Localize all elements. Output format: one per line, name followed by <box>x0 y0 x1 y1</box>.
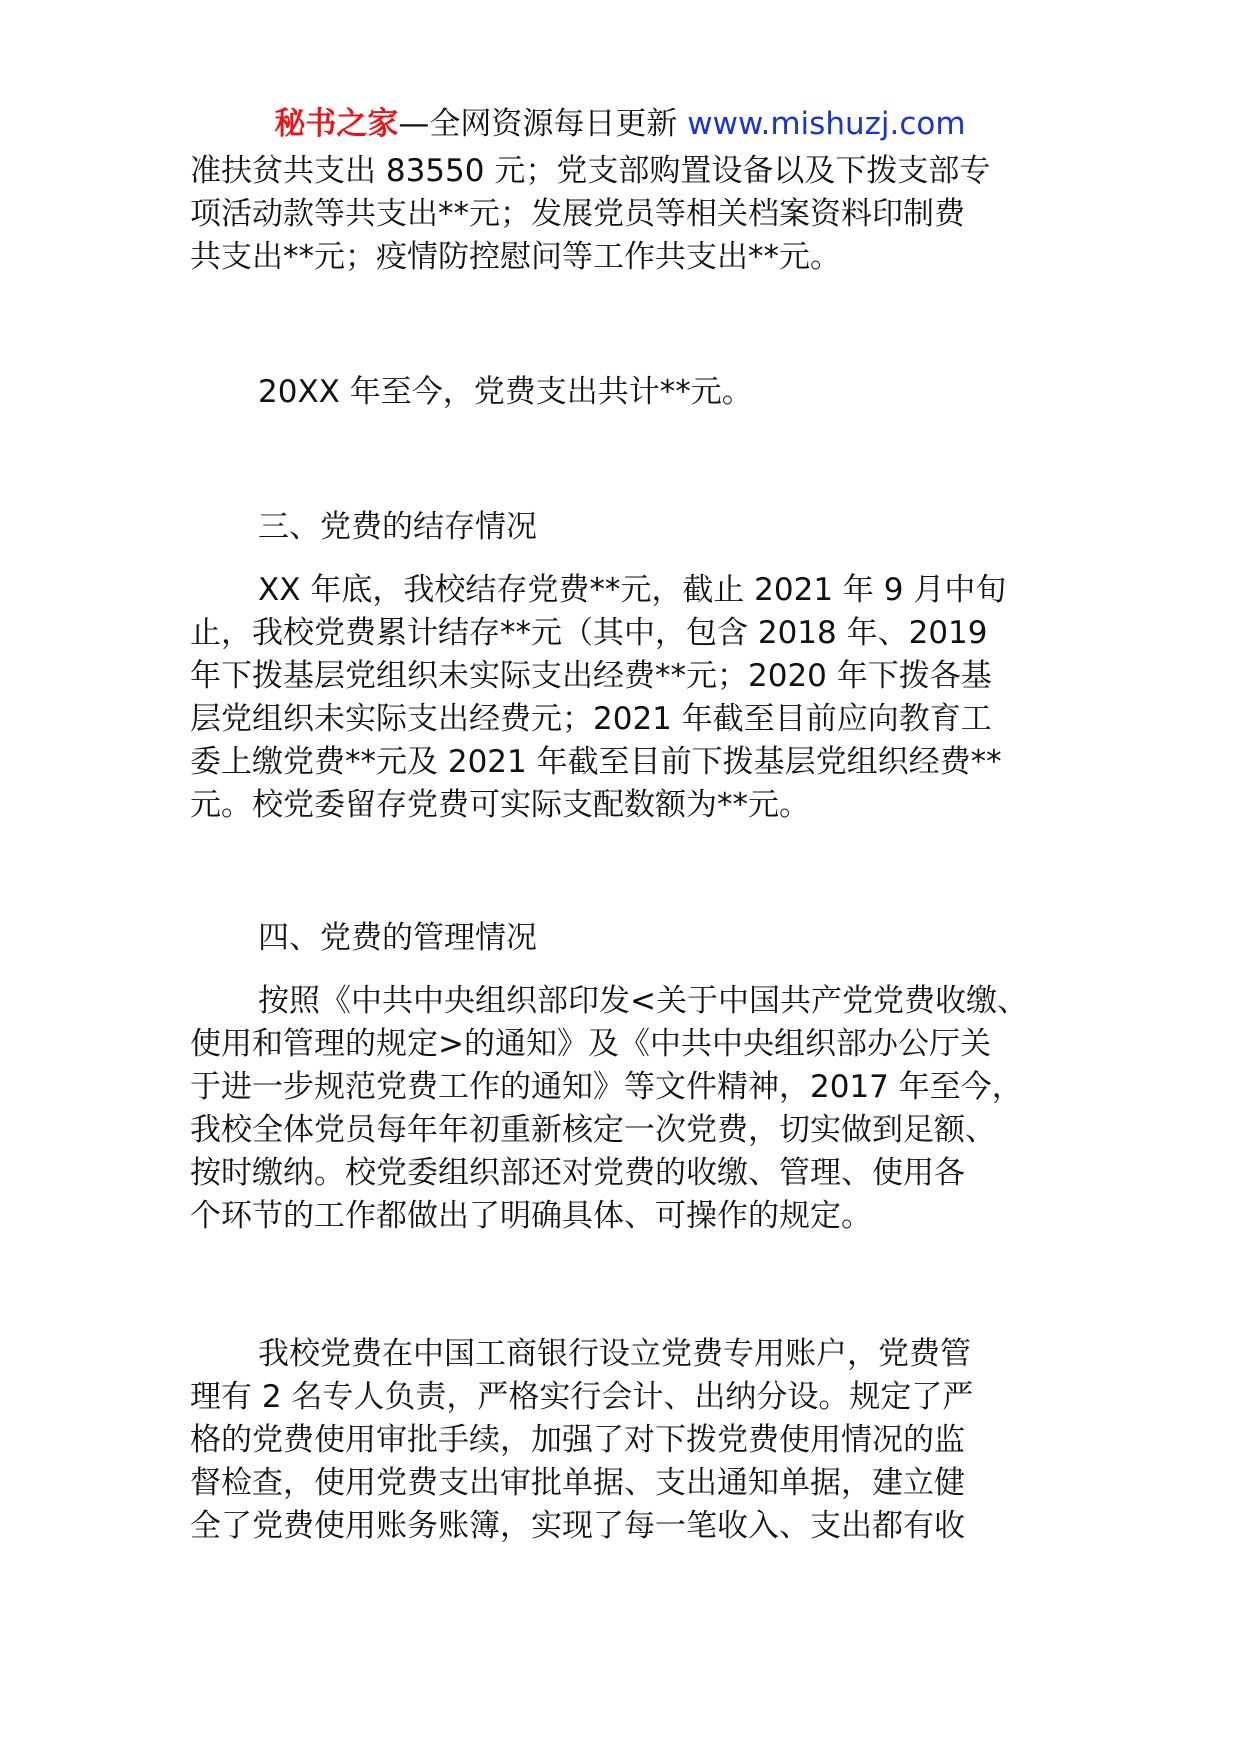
site-url-link[interactable]: www.mishuzj.com <box>687 106 966 142</box>
para4-line: 我校全体党员每年年初重新核定一次党费，切实做到足额、 <box>190 1112 996 1148</box>
document-body <box>190 150 1080 1548</box>
para4-line: 使用和管理的规定>的通知》及《中共中央组织部办公厅关 <box>190 1026 991 1062</box>
para3-line: 元。校党委留存党费可实际支配数额为**元。 <box>190 787 810 823</box>
para3-line: 年下拨基层党组织未实际支出经费**元；2020 年下拨各基 <box>190 658 992 694</box>
para3-line: 层党组织未实际支出经费元；2021 年截至目前应向教育工 <box>190 701 992 737</box>
para1-line: 共支出**元；疫情防控慰问等工作共支出**元。 <box>190 239 841 275</box>
para4-line: 按照《中共中央组织部印发<关于中国共产党党费收缴、 <box>258 983 1028 1019</box>
para3-line: 委上缴党费**元及 2021 年截至目前下拨基层党组织经费** <box>190 744 1002 780</box>
para5-line: 我校党费在中国工商银行设立党费专用账户，党费管 <box>258 1336 971 1372</box>
para1-line: 准扶贫共支出 83550 元；党支部购置设备以及下拨支部专 <box>190 153 991 189</box>
para4-line: 按时缴纳。校党委组织部还对党费的收缴、管理、使用各 <box>190 1155 965 1191</box>
para1-line: 项活动款等共支出**元；发展党员等相关档案资料印制费 <box>190 196 965 232</box>
para3-line: 止，我校党费累计结存**元（其中，包含 2018 年、2019 <box>190 615 988 651</box>
para2-line: 20XX 年至今，党费支出共计**元。 <box>258 374 753 410</box>
site-brand: 秘书之家 <box>274 106 399 142</box>
para5-line: 格的党费使用审批手续，加强了对下拨党费使用情况的监 <box>190 1422 965 1458</box>
para3-line: XX 年底，我校结存党费**元，截止 2021 年 9 月中旬 <box>258 572 1007 608</box>
section-heading-3: 三、党费的结存情况 <box>258 509 537 545</box>
para5-line: 理有 2 名专人负责，严格实行会计、出纳分设。规定了严 <box>190 1379 974 1415</box>
para5-line: 督检查，使用党费支出审批单据、支出通知单据，建立健 <box>190 1465 965 1501</box>
para4-line: 于进一步规范党费工作的通知》等文件精神，2017 年至今， <box>190 1069 1023 1105</box>
para4-line: 个环节的工作都做出了明确具体、可操作的规定。 <box>190 1198 872 1234</box>
para5-line: 全了党费使用账务账簿，实现了每一笔收入、支出都有收 <box>190 1508 965 1544</box>
site-header <box>0 104 1240 144</box>
site-tagline: —全网资源每日更新 <box>398 106 678 142</box>
section-heading-4: 四、党费的管理情况 <box>258 920 537 956</box>
